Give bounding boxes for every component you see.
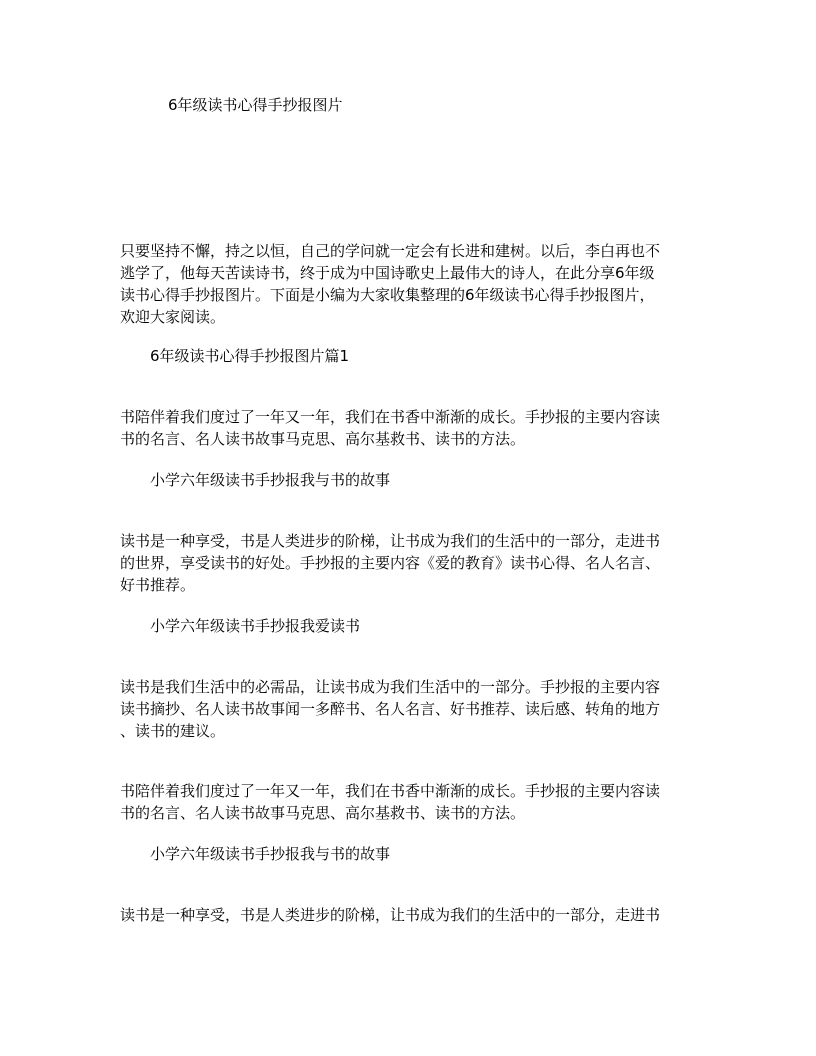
section-paragraph [120, 406, 700, 450]
paragraph-line: 书陪伴着我们度过了一年又一年，我们在书香中渐渐的成长。手抄报的主要内容读 [120, 782, 661, 800]
paragraph-line: 欢迎大家阅读。 [120, 308, 226, 326]
section-heading: 小学六年级读书手抄报我爱读书 [150, 617, 361, 635]
paragraph-line: 读书是一种享受，书是人类进步的阶梯，让书成为我们的生活中的一部分，走进书 [120, 906, 661, 924]
section-paragraph [120, 904, 700, 926]
paragraph-line: 书陪伴着我们度过了一年又一年，我们在书香中渐渐的成长。手抄报的主要内容读 [120, 408, 661, 426]
paragraph-line: 、读书的建议。 [120, 722, 226, 740]
section-heading: 6年级读书心得手抄报图片篇1 [150, 347, 350, 365]
paragraph-line: 书的名言、名人读书故事马克思、高尔基救书、读书的方法。 [120, 804, 526, 822]
paragraph-line: 读书摘抄、名人读书故事闻一多醉书、名人名言、好书推荐、读后感、转角的地方 [120, 700, 661, 718]
document-title: 6年级读书心得手抄报图片 [168, 96, 343, 114]
section-heading: 小学六年级读书手抄报我与书的故事 [150, 845, 391, 863]
paragraph-line: 的世界，享受读书的好处。手抄报的主要内容《爱的教育》读书心得、名人名言、 [120, 554, 661, 572]
paragraph-line: 读书心得手抄报图片。下面是小编为大家收集整理的6年级读书心得手抄报图片， [120, 286, 655, 304]
paragraph-line: 只要坚持不懈，持之以恒，自己的学问就一定会有长进和建树。以后，李白再也不 [120, 242, 661, 260]
paragraph-line: 书的名言、名人读书故事马克思、高尔基救书、读书的方法。 [120, 430, 526, 448]
paragraph-line: 读书是我们生活中的必需品，让读书成为我们生活中的一部分。手抄报的主要内容 [120, 678, 661, 696]
paragraph-line: 逃学了，他每天苦读诗书，终于成为中国诗歌史上最伟大的诗人，在此分享6年级 [120, 264, 655, 282]
paragraph-line: 读书是一种享受，书是人类进步的阶梯，让书成为我们的生活中的一部分，走进书 [120, 532, 661, 550]
section-paragraph [120, 676, 700, 742]
section-paragraph [120, 530, 700, 596]
intro-paragraph [120, 240, 700, 328]
section-heading: 小学六年级读书手抄报我与书的故事 [150, 471, 391, 489]
section-paragraph [120, 780, 700, 824]
paragraph-line: 好书推荐。 [120, 576, 196, 594]
